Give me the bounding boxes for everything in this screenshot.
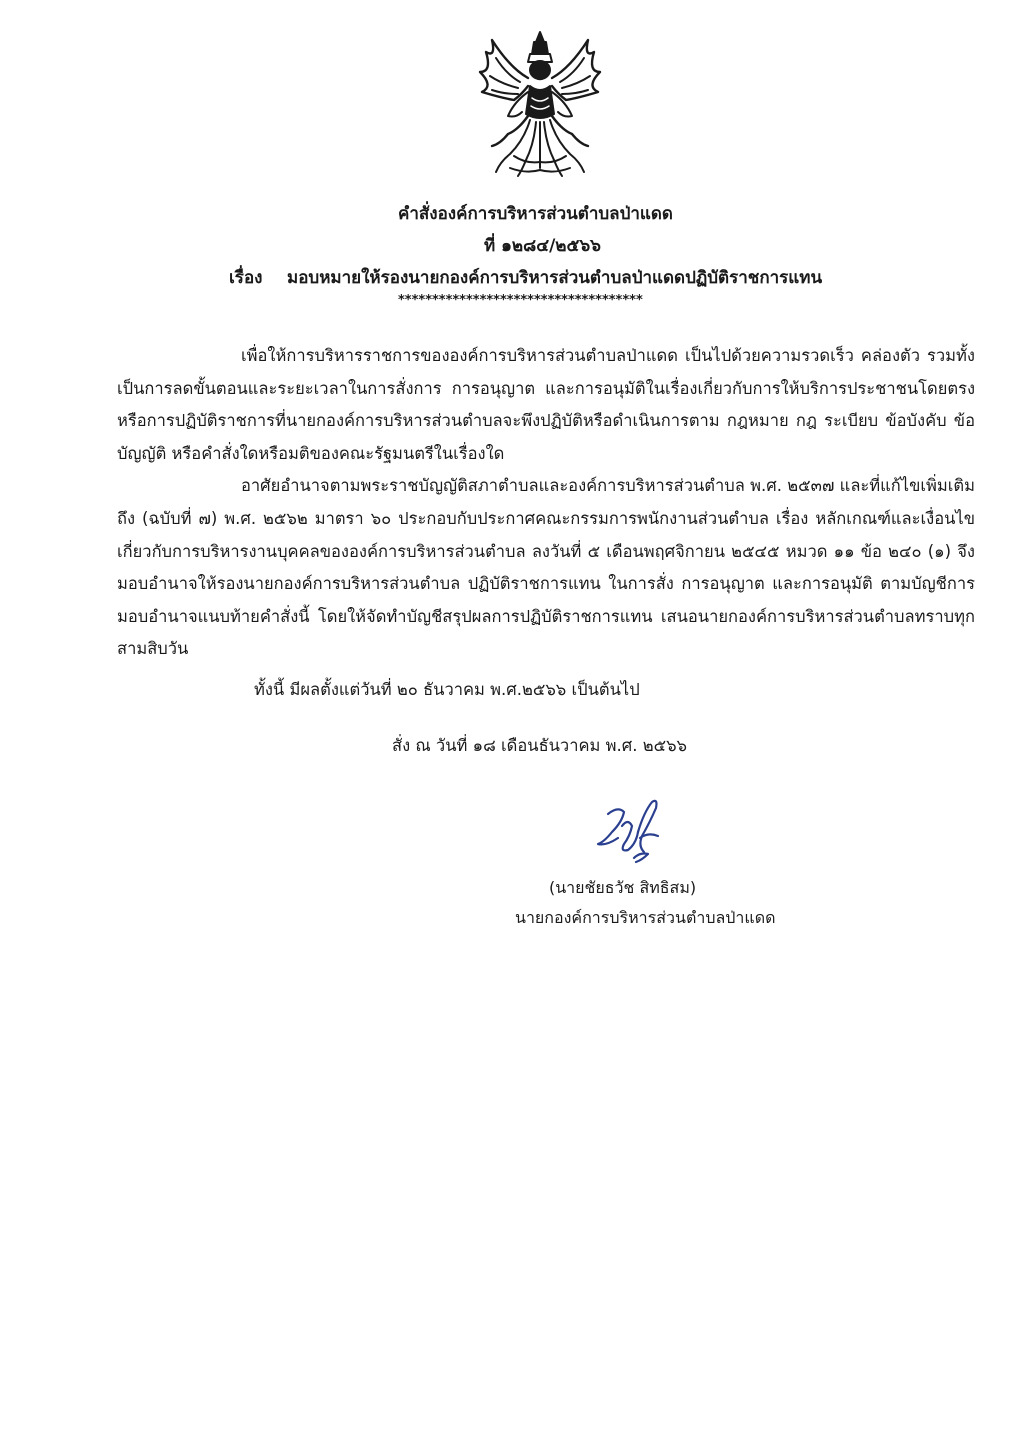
subject-text: มอบหมายให้รองนายกองค์การบริหารส่วนตำบลป่าแดดปฏิบัติราชการแทน bbox=[287, 268, 823, 288]
garuda-emblem-icon bbox=[470, 28, 610, 178]
subject-label: เรื่อง bbox=[229, 268, 263, 288]
order-body bbox=[117, 340, 975, 666]
order-subject bbox=[229, 264, 822, 291]
signer-position: นายกองค์การบริหารส่วนตำบลป่าแดด bbox=[515, 908, 776, 927]
body-paragraph: อาศัยอำนาจตามพระราชบัญญัติสภาตำบลและองค์การบริหารส่วนตำบล พ.ศ. ๒๕๓๗ และที่แก้ไขเพิ่มเติมถึง (ฉบับที่ ๗) พ.ศ. ๒๕๖๒ มาตรา ๖๐ ประกอบกับประกาศคณะกรรมการพนักงานส่วนตำบล เรื่อง หลักเกณฑ์และเงื่อนไขเกี่ยวกับการบริหารงานบุคคลขององค์การบริหารส่วนตำบล ลงวันที่ ๕ เดือนพฤศจิกายน ๒๕๔๕ หมวด ๑๑ ข้อ ๒๔๐ (๑) จึงมอบอำนาจให้รองนายกองค์การบริหารส่วนตำบล ปฏิบัติราชการแทน ในการสั่ง การอนุญาต และการอนุมัติ ตามบัญชีการมอบอำนาจแนบท้ายคำสั่งนี้ โดยให้จัดทำบัญชีสรุปผลการปฏิบัติราชการแทน เสนอนายกองค์การบริหารส่วนตำบลทราบทุกสามสิบวัน bbox=[117, 476, 975, 659]
handwritten-signature-icon bbox=[578, 792, 688, 872]
signer-name: (นายชัยธวัช สิทธิสม) bbox=[549, 878, 697, 897]
order-number: ที่ ๑๒๘๔/๒๕๖๖ bbox=[484, 236, 601, 256]
body-paragraph: เพื่อให้การบริหารราชการขององค์การบริหารส่วนตำบลป่าแดด เป็นไปด้วยความรวดเร็ว คล่องตัว รวมทั้งเป็นการลดขั้นตอนและระยะเวลาในการสั่งการ การอนุญาต และการอนุมัติในเรื่องเกี่ยวกับการให้บริการประชาชนโดยตรง หรือการปฏิบัติราชการที่นายกองค์การบริหารส่วนตำบลจะพึงปฏิบัติหรือดำเนินการตาม กฎหมาย กฎ ระเบียบ ข้อบังคับ ข้อบัญญัติ หรือคำสั่งใดหรือมติของคณะรัฐมนตรีในเรื่องใด bbox=[117, 346, 975, 463]
order-title: คำสั่งองค์การบริหารส่วนตำบลป่าแดด bbox=[398, 204, 673, 224]
order-date: สั่ง ณ วันที่ ๑๘ เดือนธันวาคม พ.ศ. ๒๕๖๖ bbox=[392, 736, 688, 755]
effective-date: ทั้งนี้ มีผลตั้งแต่วันที่ ๒๐ ธันวาคม พ.ศ.๒๕๖๖ เป็นต้นไป bbox=[254, 680, 640, 699]
header-separator: ************************************ bbox=[398, 293, 643, 308]
